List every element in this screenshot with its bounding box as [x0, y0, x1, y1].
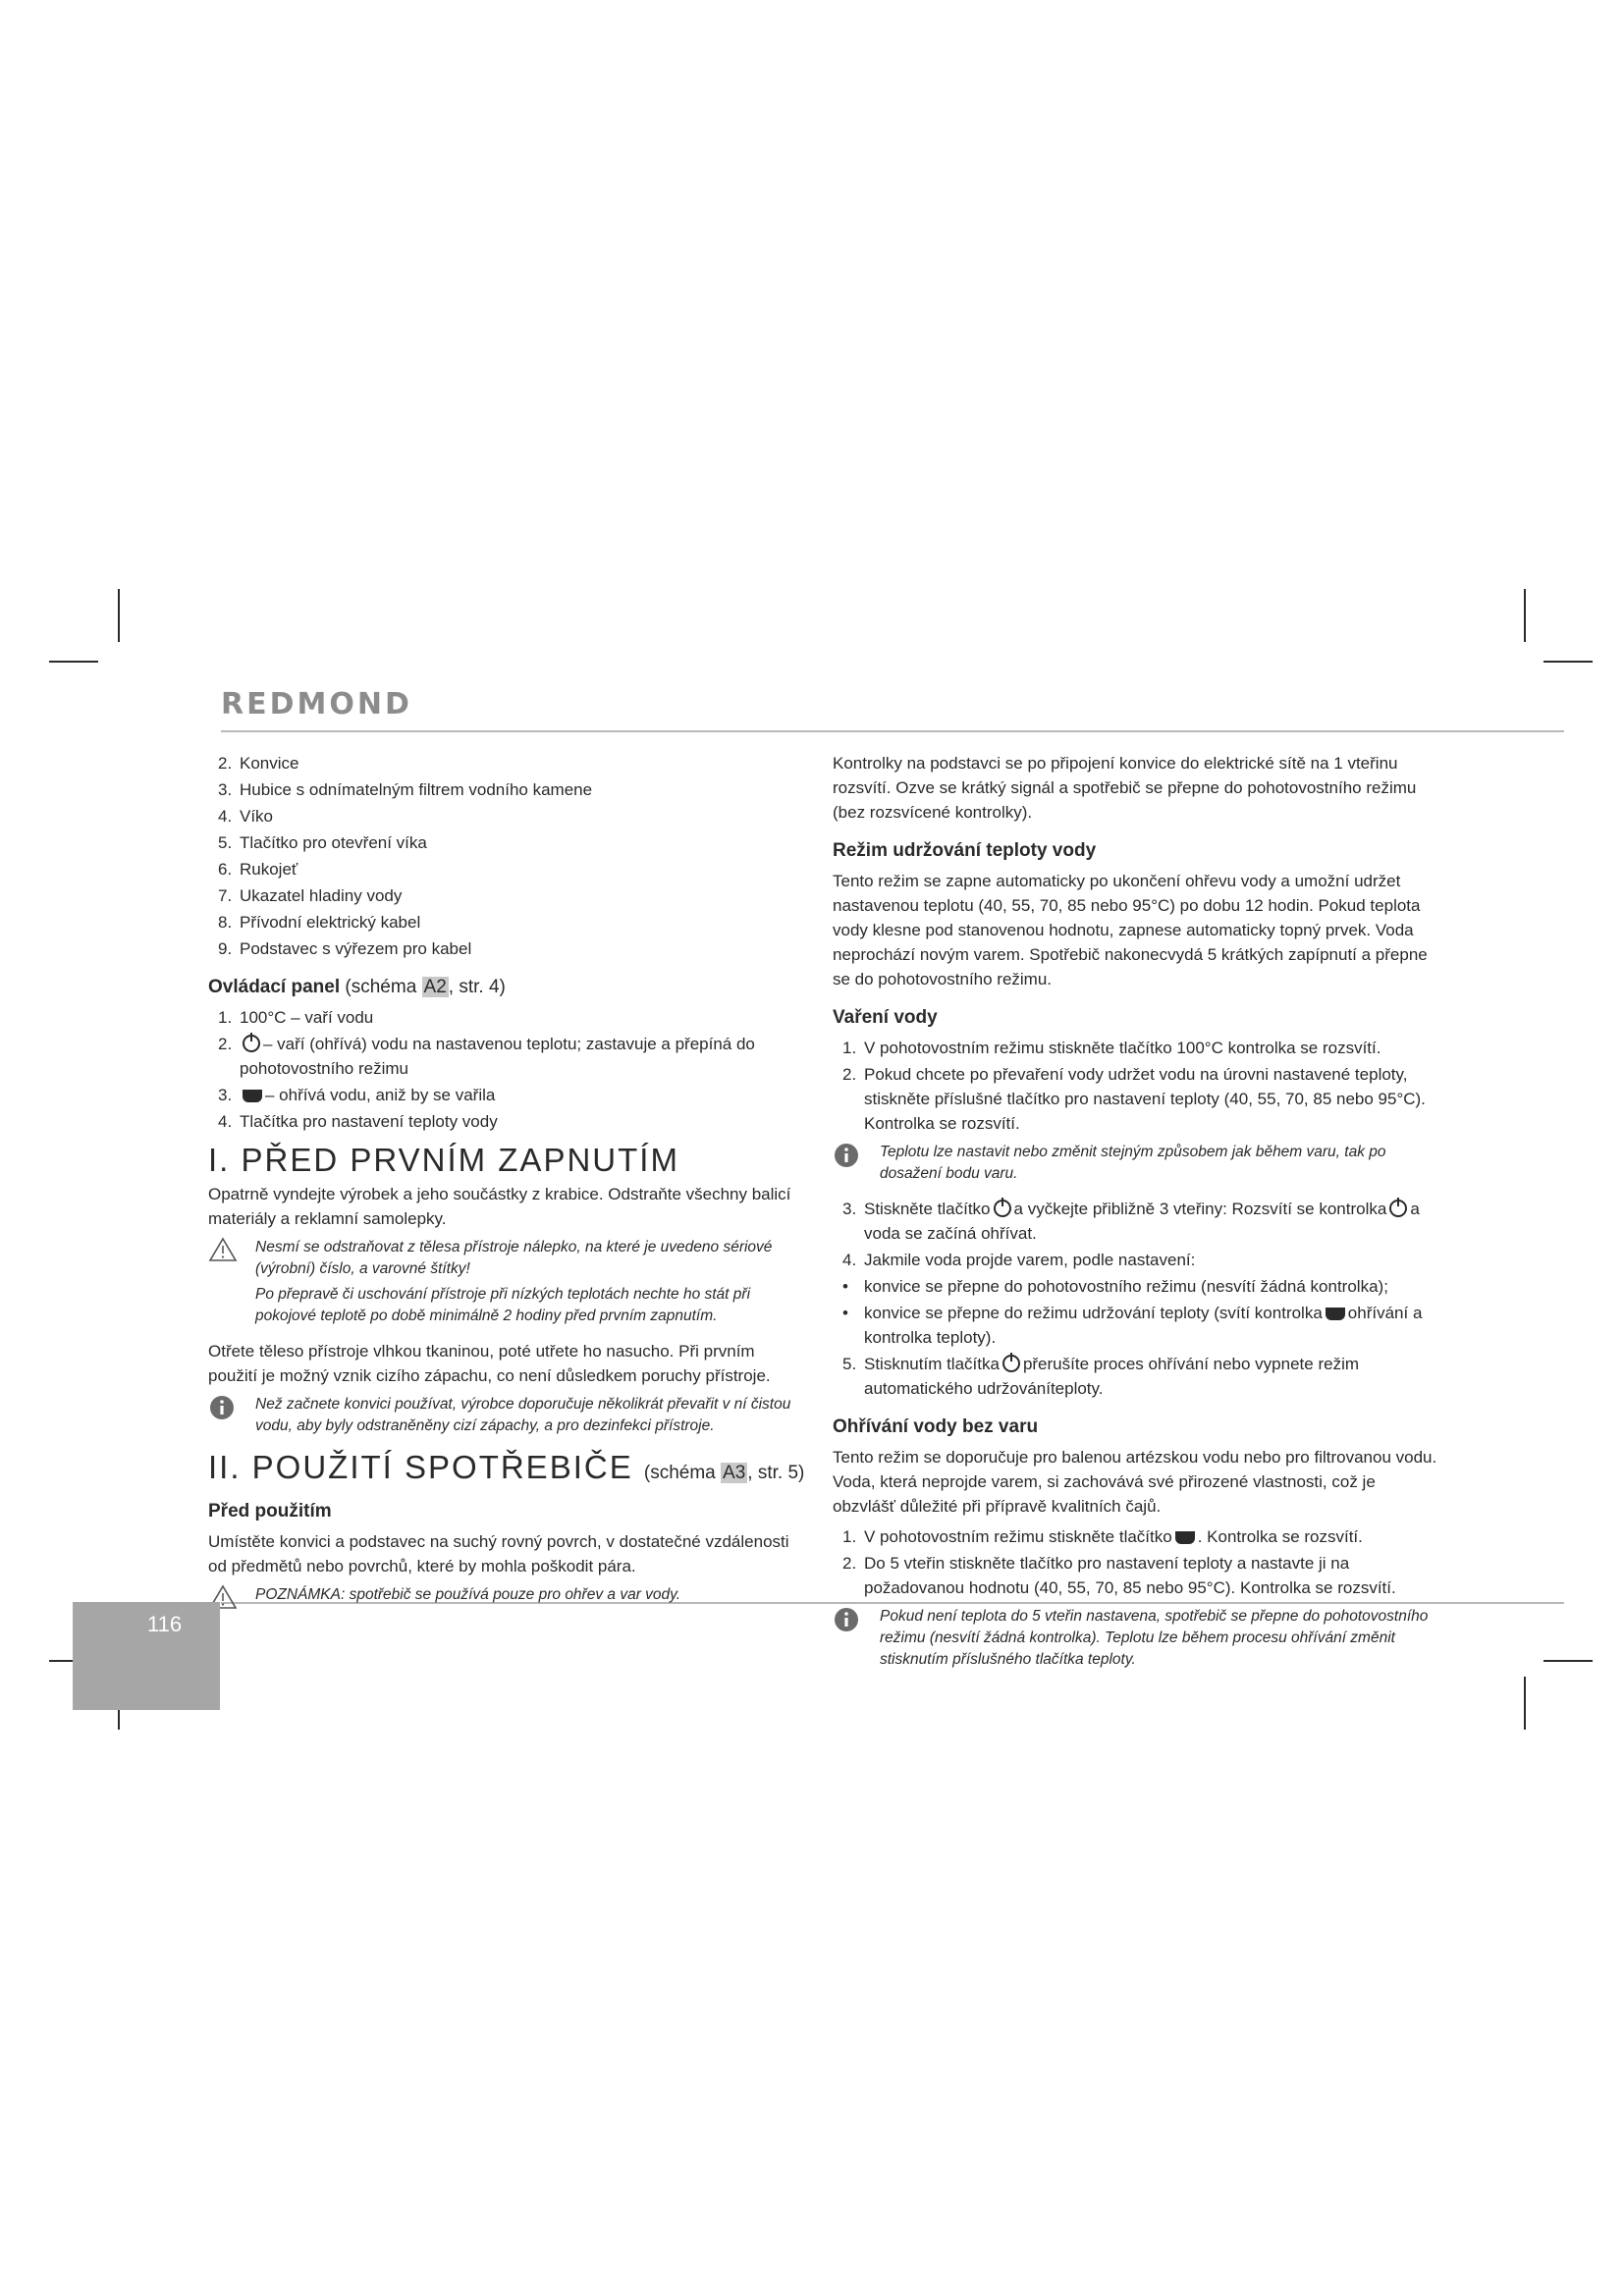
- schema-ref: A3: [723, 1463, 746, 1483]
- list-item: 2. Pokud chcete po převaření vody udržet vodu na úrovni nastavené teploty, stiskněte příslušné tlačítko pro nastavení teploty (40, 55, 70, 85 nebo 95°C). Kontrolka se rozsvítí.: [842, 1065, 1426, 1133]
- crop-mark: [49, 661, 98, 663]
- list-item: 8. Přívodní elektrický kabel: [218, 913, 421, 932]
- warning-note: Nesmí se odstraňovat z tělesa přístroje nálepko, na které je uvedeno sériové (výrobní) číslo, a varovné štítky! Po přepravě či uschování přístroje při nízkých teplotách nechte ho stát při pokojové teplotě po době minimálně 2 hodiny před prvním zapnutím.: [208, 1237, 807, 1331]
- paragraph: Otřete těleso přístroje vlhkou tkaninou, poté utřete ho nasucho. Při prvním použití je možný vznik cizího zápachu, co není důsledkem poruchy přístroje.: [208, 1342, 771, 1385]
- section-heading: I. PŘED PRVNÍM ZAPNUTÍM: [208, 1142, 679, 1178]
- page-number: 116: [147, 1612, 183, 1636]
- right-column: [833, 751, 1441, 1682]
- info-icon: [833, 1606, 860, 1633]
- list-item: 3. Hubice s odnímatelným filtrem vodního kamene: [218, 780, 593, 799]
- info-note: Teplotu lze nastavit nebo změnit stejným způsobem jak během varu, tak po dosažení bodu varu.: [833, 1142, 1441, 1189]
- power-icon: [243, 1035, 260, 1052]
- section-heading: II. POUŽITÍ SPOTŘEBIČE (schéma A3 , str. 5): [208, 1449, 805, 1485]
- paragraph: Tento režim se zapne automaticky po ukončení ohřevu vody a umožní udržet nastavenou teplotu (40, 55, 70, 85 nebo 95°C) po dobu 12 hodin. Pokud teplota vody klesne pod stanovenou hodnotu, zapnese automaticky topný prvek. Voda neprochází novým varem. Spotřebič nakonecvydá 5 krátkých zapípnutí a přepne se do pohotovostního režimu.: [833, 872, 1428, 988]
- control-panel-heading: Ovládací panel (schéma A2 , str. 4): [208, 977, 506, 997]
- power-icon: [1002, 1355, 1020, 1372]
- left-column: [208, 751, 807, 1625]
- paragraph: Opatrně vyndejte výrobek a jeho součástky z krabice. Odstraňte všechny balicí materiály a reklamní samolepky.: [208, 1185, 791, 1228]
- list-item: 1. V pohotovostním režimu stiskněte tlačítko 100°C kontrolka se rozsvítí.: [842, 1039, 1381, 1057]
- crop-mark: [1524, 589, 1526, 642]
- crop-mark: [1543, 661, 1593, 663]
- crop-mark: [1524, 1677, 1526, 1730]
- power-icon: [994, 1200, 1011, 1217]
- heating-icon: [243, 1090, 262, 1102]
- list-item: 7. Ukazatel hladiny vody: [218, 886, 403, 905]
- brand-logo: REDMOND: [221, 687, 412, 721]
- list-item: • konvice se přepne do pohotovostního režimu (nesvítí žádná kontrolka);: [842, 1277, 1388, 1296]
- list-item: 5. Tlačítko pro otevření víka: [218, 833, 427, 852]
- info-note: Než začnete konvici používat, výrobce doporučuje několikrát převařit v ní čistou vodu, aby byly odstraněněny cizí zápachy, a pro dezinfekci přístroje.: [208, 1394, 807, 1441]
- list-item: 3. Stiskněte tlačítko a vyčkejte přibližně 3 vteřiny: Rozsvítí se kontrolka a voda se začíná ohřívat.: [842, 1200, 1420, 1243]
- heating-icon: [1326, 1308, 1345, 1320]
- paragraph: Tento režim se doporučuje pro balenou artézskou vodu nebo pro filtrovanou vodu. Voda, která neprojde varem, si zachovává své přirozené vlastnosti, což je obzvlášť důležité při přípravě kvalitních čajů.: [833, 1448, 1437, 1516]
- header-rule: [221, 730, 1564, 732]
- list-item: 1. V pohotovostním režimu stiskněte tlačítko . Kontrolka se rozsvítí.: [842, 1527, 1363, 1546]
- crop-mark: [118, 589, 120, 642]
- page-number-box: [73, 1602, 220, 1710]
- warning-icon: [208, 1237, 238, 1262]
- info-icon: [208, 1394, 236, 1421]
- info-icon: [833, 1142, 860, 1169]
- subheading: Režim udržování teploty vody: [833, 840, 1097, 861]
- heating-icon: [1175, 1531, 1195, 1544]
- list-item: 5. Stisknutím tlačítka přerušíte proces ohřívání nebo vypnete režim automatického udržováníteploty.: [842, 1355, 1360, 1398]
- list-item: 2. Konvice: [218, 754, 299, 773]
- warning-note: POZNÁMKA: spotřebič se používá pouze pro ohřev a var vody.: [208, 1584, 807, 1617]
- list-item: 4. Tlačítka pro nastavení teploty vody: [218, 1112, 498, 1131]
- subheading: Vaření vody: [833, 1007, 938, 1028]
- crop-mark: [1543, 1660, 1593, 1662]
- control-panel-list: [208, 1005, 807, 1134]
- list-item: 1. 100°C – vaří vodu: [218, 1008, 374, 1027]
- list-item: 3. – ohřívá vodu, aniž by se vařila: [218, 1086, 496, 1104]
- schema-ref: A2: [423, 977, 447, 997]
- paragraph: Kontrolky na podstavci se po připojení konvice do elektrické sítě na 1 vteřinu rozsvítí. Ozve se krátký signál a spotřebič se přepne do pohotovostního režimu (bez rozsvícené kontrolky).: [833, 754, 1417, 822]
- parts-list: [208, 751, 807, 961]
- info-note: Pokud není teplota do 5 vteřin nastavena, spotřebič se přepne do pohotovostního režimu (nesvítí žádná kontrolka). Teplotu lze během procesu ohřívání změnit stisknutím příslušného tlačítka teploty.: [833, 1606, 1441, 1675]
- power-icon: [1389, 1200, 1407, 1217]
- list-item: 4. Jakmile voda projde varem, podle nastavení:: [842, 1251, 1196, 1269]
- subheading: Před použitím: [208, 1501, 332, 1522]
- list-item: 9. Podstavec s výřezem pro kabel: [218, 939, 472, 958]
- list-item: 2. – vaří (ohřívá) vodu na nastavenou teplotu; zastavuje a přepíná do pohotovostního režimu: [218, 1035, 755, 1078]
- paragraph: Umístěte konvici a podstavec na suchý rovný povrch, v dostatečné vzdálenosti od předmětů nebo povrchů, které by mohla poškodit pára.: [208, 1532, 789, 1575]
- list-item: 4. Víko: [218, 807, 274, 826]
- list-item: • konvice se přepne do režimu udržování teploty (svítí kontrolka ohřívání a kontrolka teploty).: [842, 1304, 1423, 1347]
- subheading: Ohřívání vody bez varu: [833, 1416, 1039, 1437]
- list-item: 2. Do 5 vteřin stiskněte tlačítko pro nastavení teploty a nastavte ji na požadovanou hodnotu (40, 55, 70, 85 nebo 95°C). Kontrolka se rozsvítí.: [842, 1554, 1396, 1597]
- list-item: 6. Rukojeť: [218, 860, 298, 879]
